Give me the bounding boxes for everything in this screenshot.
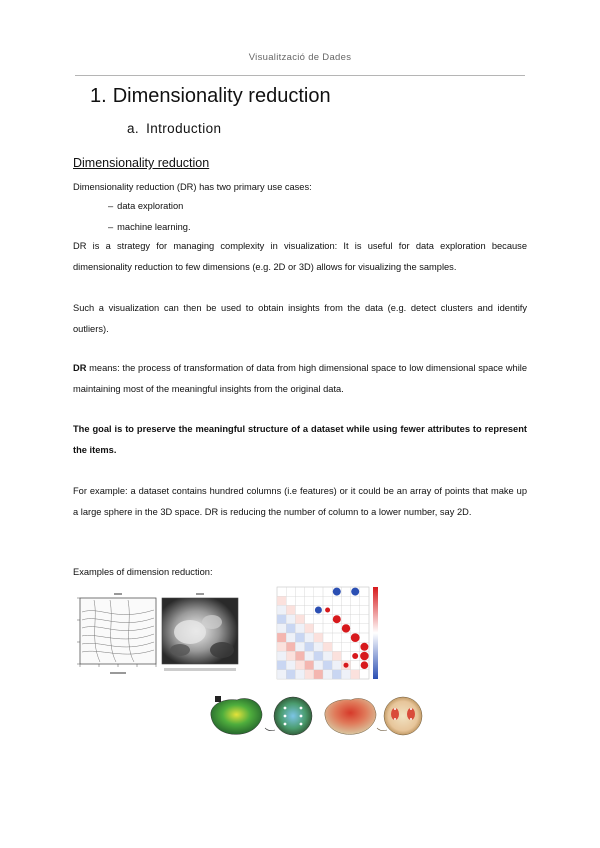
- definition-text: means: the process of transformation of data from high dimensional space to low dimensional space while maintaining most of the meaningful insights from the original data.: [73, 363, 527, 394]
- definition-term: DR: [73, 363, 87, 373]
- bullet-item: [108, 201, 183, 211]
- matrix-cell: [314, 642, 323, 651]
- matrix-dot: [351, 633, 360, 642]
- header-rule: [75, 75, 525, 76]
- matrix-dot: [333, 588, 341, 596]
- matrix-cell: [277, 615, 286, 624]
- matrix-cell: [277, 661, 286, 670]
- matrix-cell: [314, 633, 323, 642]
- matrix-cell: [295, 670, 304, 679]
- matrix-cell: [305, 670, 314, 679]
- matrix-cell: [295, 624, 304, 633]
- matrix-cell: [305, 661, 314, 670]
- paragraph-goal: The goal is to preserve the meaningful structure of a dataset while using fewer attributes to represent the items.: [73, 424, 527, 455]
- matrix-dot: [342, 624, 350, 632]
- bullet-text: data exploration: [117, 201, 184, 211]
- heading-2: [127, 121, 221, 136]
- matrix-cell: [314, 651, 323, 660]
- correlation-matrix-figure: [275, 583, 385, 683]
- matrix-cell: [286, 661, 295, 670]
- dash-bullet: –: [108, 222, 114, 232]
- matrix-dot: [352, 653, 358, 659]
- matrix-cell: [305, 651, 314, 660]
- matrix-cell: [295, 615, 304, 624]
- matrix-cell: [286, 633, 295, 642]
- matrix-cell: [277, 670, 286, 679]
- paragraph-insights: Such a visualization can then be used to obtain insights from the data (e.g. detect clusters and identify outliers).: [73, 303, 527, 334]
- matrix-dot: [333, 615, 341, 623]
- matrix-color-bar: [373, 587, 378, 679]
- matrix-cell: [286, 615, 295, 624]
- paragraph-example: For example: a dataset contains hundred columns (i.e features) or it could be an array of points that make up a large sphere in the 3D space. DR is reducing the number of column to a lower number, say 2D.: [73, 486, 527, 517]
- matrix-cell: [305, 642, 314, 651]
- matrix-cell: [295, 642, 304, 651]
- paragraph-definition: [73, 358, 527, 399]
- paragraph-intro: Dimensionality reduction (DR) has two primary use cases:: [73, 182, 312, 192]
- matrix-cell: [277, 633, 286, 642]
- matrix-cell: [277, 642, 286, 651]
- matrix-cell: [286, 624, 295, 633]
- matrix-cell: [323, 670, 332, 679]
- matrix-cell: [323, 661, 332, 670]
- heading-2-number: a.: [127, 121, 140, 136]
- matrix-dot: [344, 663, 349, 668]
- heading-2-text: Introduction: [146, 121, 222, 136]
- matrix-dot: [360, 643, 368, 651]
- matrix-cell: [332, 661, 341, 670]
- matrix-dot: [351, 588, 359, 596]
- matrix-cell: [295, 651, 304, 660]
- section-title: Dimensionality reduction: [73, 156, 210, 170]
- heading-1-number: 1.: [90, 85, 107, 107]
- heading-1-text: Dimensionality reduction: [112, 85, 331, 107]
- matrix-cell: [277, 605, 286, 614]
- matrix-cell: [351, 670, 360, 679]
- matrix-dot: [360, 652, 369, 661]
- paragraph-strategy: DR is a strategy for managing complexity in visualization: It is useful for data exploration because dimensionality reduction to few dimensions (e.g. 2D or 3D) allows for visualizing the samples.: [73, 241, 527, 272]
- matrix-cell: [314, 661, 323, 670]
- matrix-dot: [315, 607, 322, 614]
- contour-map-figure: [70, 592, 162, 678]
- running-header: Visualització de Dades: [248, 52, 352, 63]
- matrix-cell: [305, 624, 314, 633]
- paragraph-examples-caption: Examples of dimension reduction:: [73, 567, 213, 577]
- matrix-cell: [295, 661, 304, 670]
- bullet-item: [108, 222, 191, 232]
- matrix-cell: [277, 596, 286, 605]
- matrix-dot: [361, 661, 369, 669]
- matrix-cell: [295, 633, 304, 642]
- matrix-cell: [341, 670, 350, 679]
- bullet-text: machine learning.: [117, 222, 191, 232]
- 3d-shapes-figure: [205, 694, 425, 738]
- heading-1: [90, 85, 331, 108]
- dash-bullet: –: [108, 201, 114, 211]
- matrix-cell: [323, 651, 332, 660]
- matrix-cell: [323, 642, 332, 651]
- matrix-cell: [277, 624, 286, 633]
- matrix-cell: [314, 670, 323, 679]
- matrix-cell: [286, 642, 295, 651]
- matrix-cell: [305, 633, 314, 642]
- matrix-cell: [286, 670, 295, 679]
- matrix-cell: [332, 670, 341, 679]
- matrix-cell: [286, 651, 295, 660]
- matrix-dot: [325, 608, 330, 613]
- matrix-cell: [277, 651, 286, 660]
- matrix-cell: [286, 605, 295, 614]
- satellite-image-figure: [160, 592, 240, 676]
- matrix-cell: [332, 651, 341, 660]
